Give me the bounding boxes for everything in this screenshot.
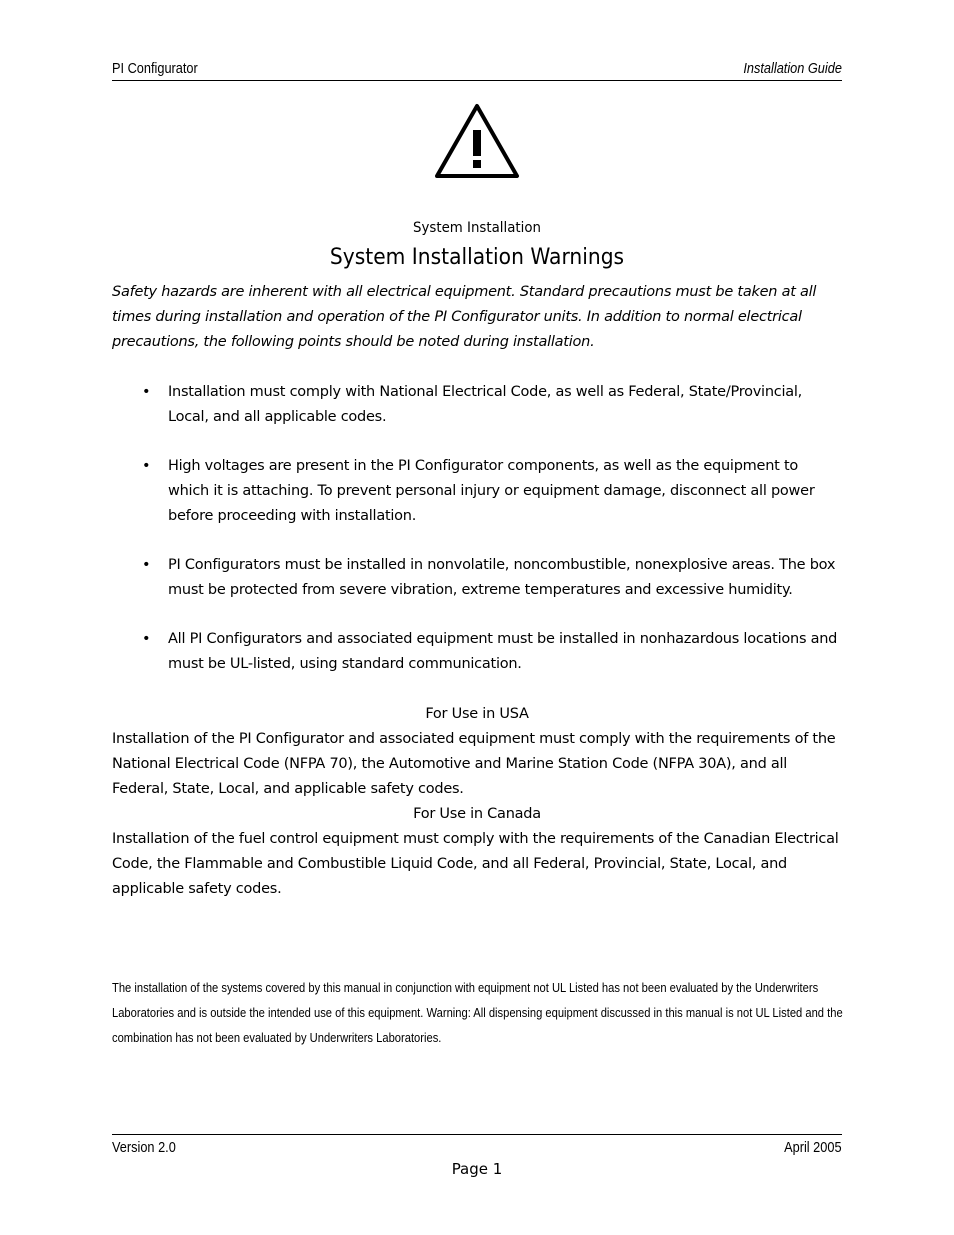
- section-label: System Installation: [413, 220, 541, 236]
- usa-text: Installation of the PI Configurator and associated equipment must comply with the requirements of the National Electrical Code (NFPA 70), the Automotive and Marine Station Code (NFPA 30A), and all Federal, State, Local, and applicable safety codes.: [112, 731, 836, 797]
- canada-section: [112, 802, 842, 902]
- intro-paragraph: Safety hazards are inherent with all electrical equipment. Standard precautions must be taken at all times during installation and operation of the PI Configurator units. In addition to normal electrical precautions, the following points should be noted during installation.: [112, 284, 817, 350]
- list-item: • High voltages are present in the PI Configurator components, as well as the equipment to which it is attaching. To prevent personal injury or equipment damage, disconnect all power before proceeding with installation.: [142, 458, 815, 524]
- header-doc-title: Installation Guide: [743, 60, 842, 77]
- list-item: • Installation must comply with National Electrical Code, as well as Federal, State/Provincial, Local, and all applicable codes.: [142, 384, 803, 425]
- usa-heading: For Use in USA: [425, 706, 529, 722]
- footer-version: Version 2.0: [112, 1139, 176, 1156]
- usa-section: [112, 702, 842, 802]
- footer-date: April 2005: [784, 1139, 842, 1156]
- warning-triangle-icon: [433, 102, 521, 180]
- page-header: [112, 58, 842, 81]
- list-item-text: High voltages are present in the PI Configurator components, as well as the equipment to which it is attaching. To prevent personal injury or equipment damage, disconnect all power before proceeding with installation.: [168, 458, 815, 524]
- ul-disclaimer: The installation of the systems covered by this manual in conjunction with equipment not UL Listed has not been evaluated by the Underwriters Laboratories and is outside the intended use of this equipment. Warning: All dispensing equipment discussed in this manual is not UL Listed and the combination has not been evaluated by Underwriters Laboratories.: [112, 980, 843, 1045]
- warnings-list: [112, 380, 842, 701]
- canada-text: Installation of the fuel control equipment must comply with the requirements of the Canadian Electrical Code, the Flammable and Combustible Liquid Code, and all Federal, Provincial, State, Local, and applicable safety codes.: [112, 831, 839, 897]
- page-title: System Installation Warnings: [329, 245, 625, 270]
- page-number: Page 1: [451, 1160, 503, 1178]
- canada-heading: For Use in Canada: [413, 806, 541, 822]
- page-footer: [112, 1134, 842, 1159]
- list-item-text: Installation must comply with National Electrical Code, as well as Federal, State/Provincial, Local, and all applicable codes.: [168, 384, 803, 425]
- list-item: • PI Configurators must be installed in nonvolatile, noncombustible, nonexplosive areas. The box must be protected from severe vibration, extreme temperatures and excessive humidity.: [142, 557, 836, 598]
- list-item-text: PI Configurators must be installed in nonvolatile, noncombustible, nonexplosive areas. The box must be protected from severe vibration, extreme temperatures and excessive humidity.: [168, 557, 836, 598]
- header-product-name: PI Configurator: [112, 60, 198, 77]
- list-item-text: All PI Configurators and associated equipment must be installed in nonhazardous locations and must be UL-listed, using standard communication.: [168, 631, 838, 672]
- list-item: • All PI Configurators and associated equipment must be installed in nonhazardous locations and must be UL-listed, using standard communication.: [142, 631, 838, 672]
